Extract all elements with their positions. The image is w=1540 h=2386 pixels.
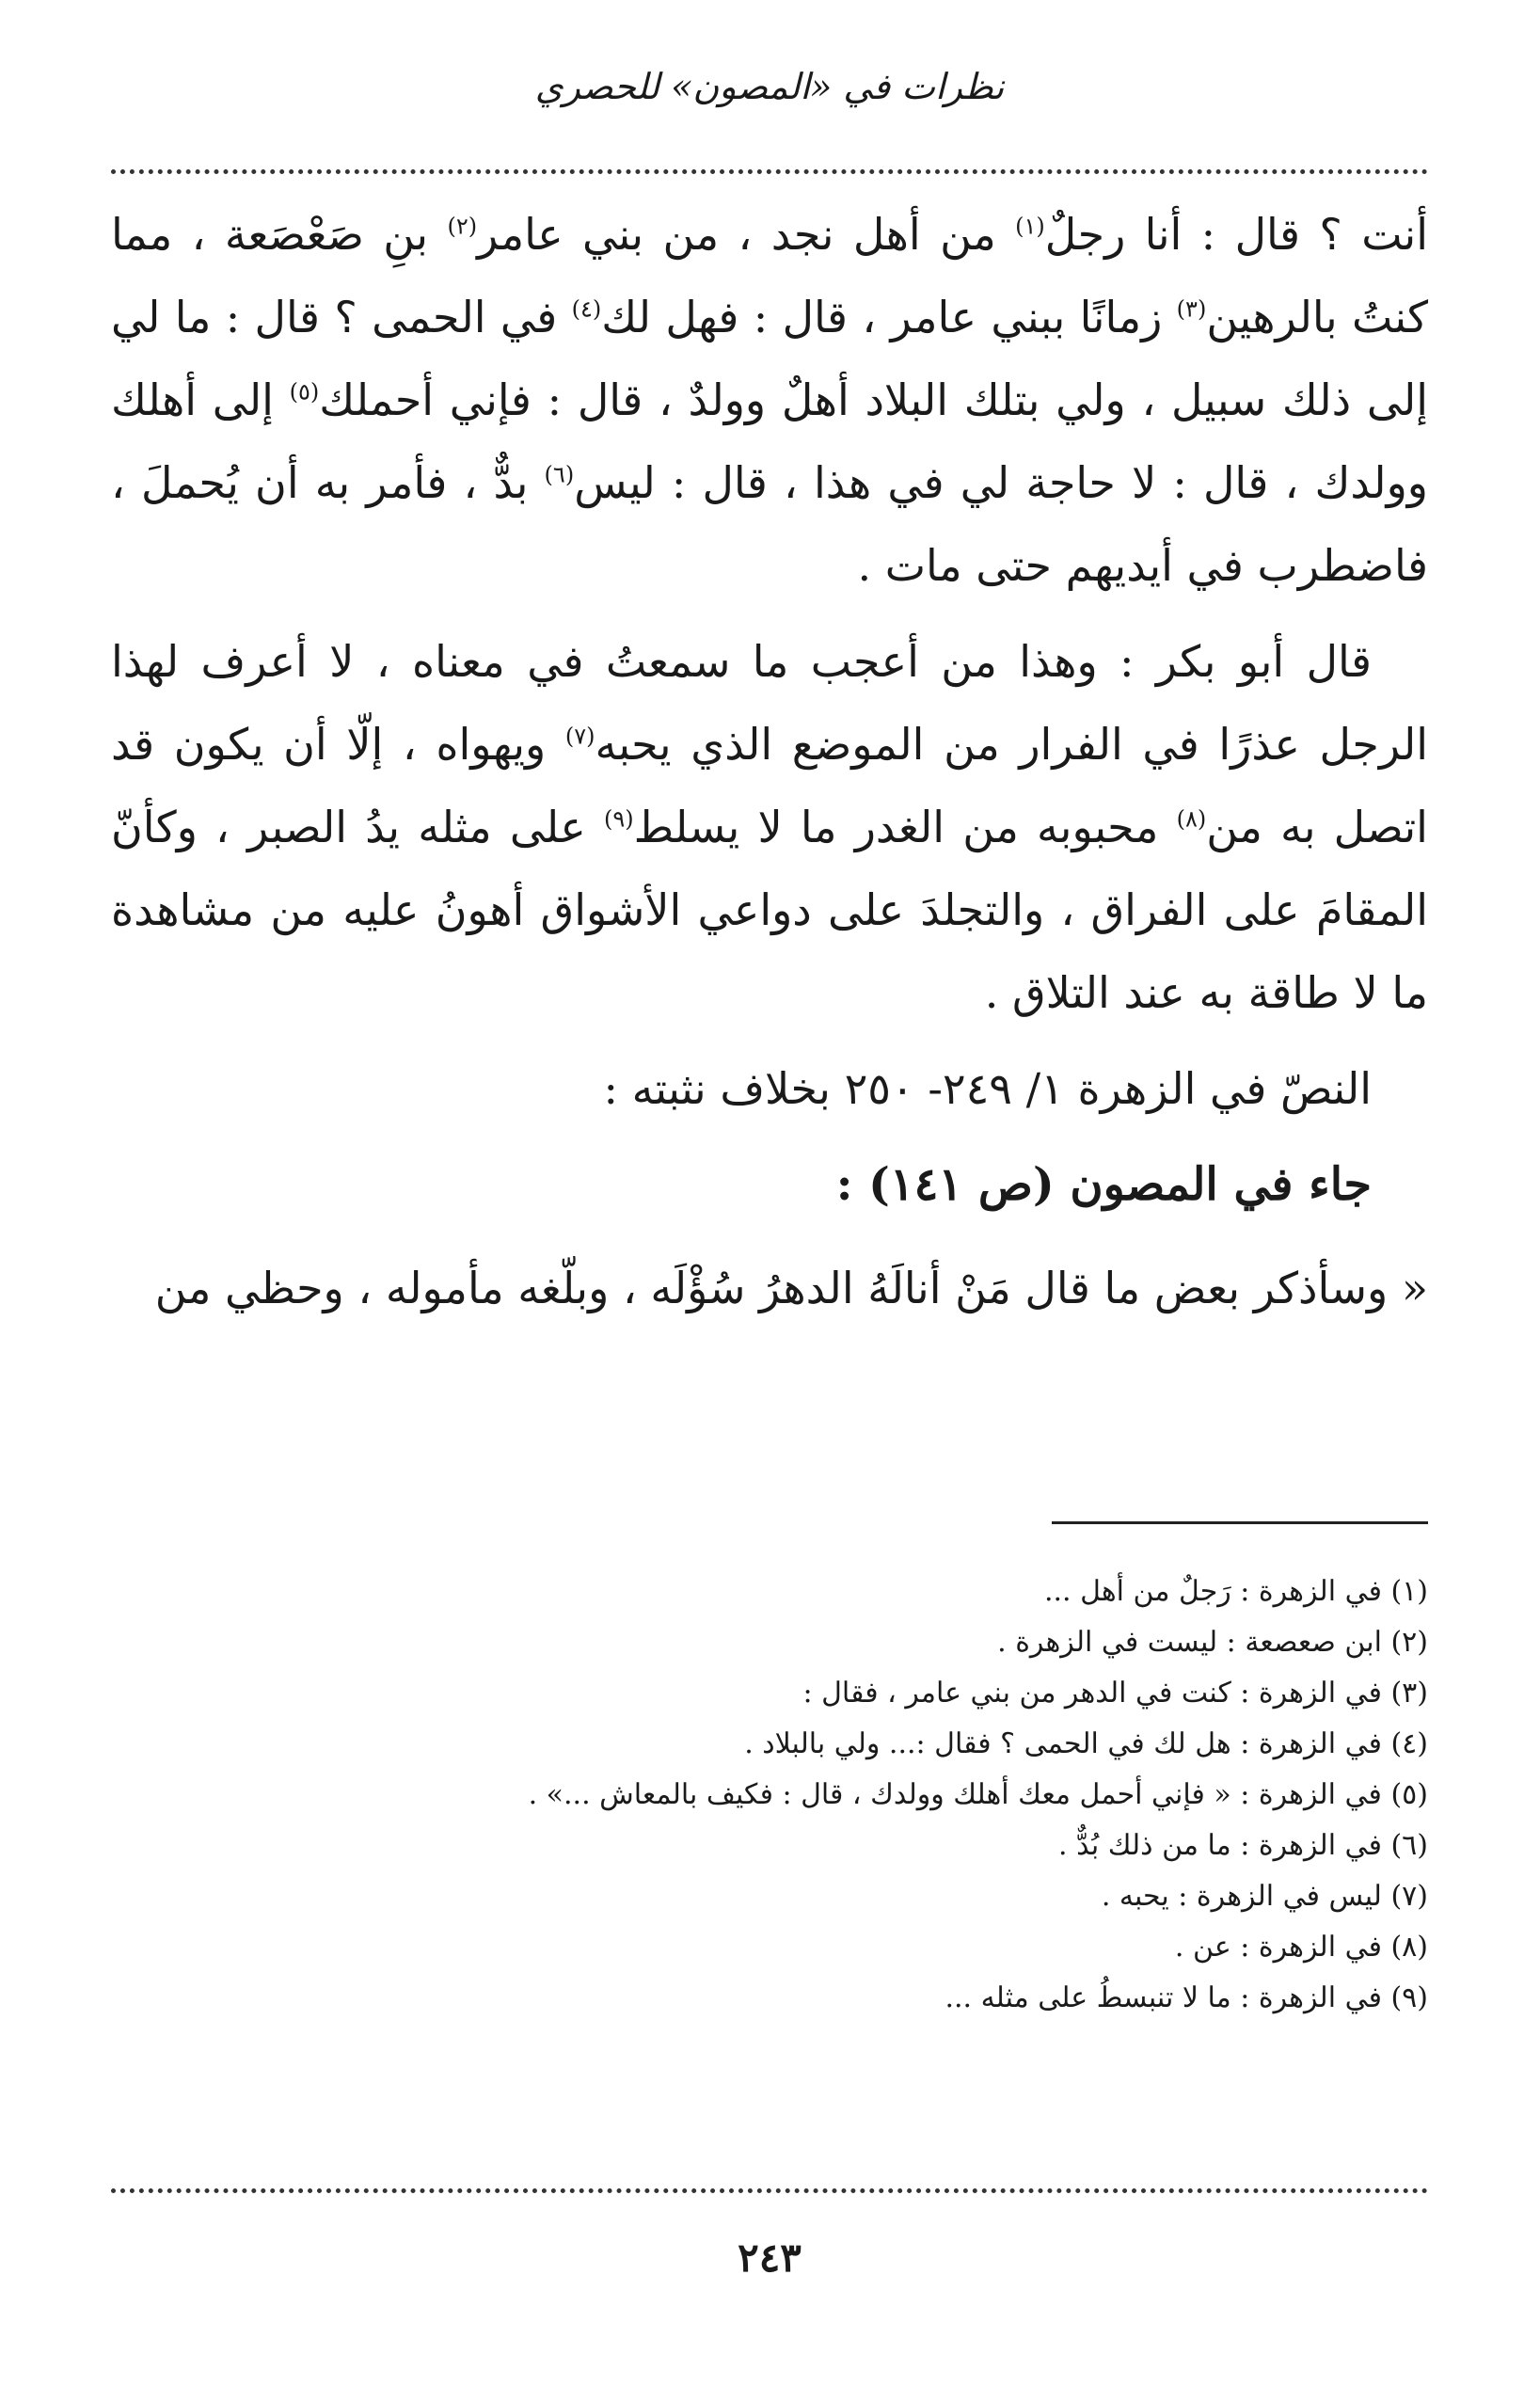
footnote-3: (٣) في الزهرة : كنت في الدهر من بني عامر ، فقال : (802, 1677, 1428, 1710)
text-segment: قال أبو بكر : وهذا من أعجب ما سمعتُ في معناه ، لا أعرف لهذا الرجل عذرًا في الفرار من الموضع الذي يحبه (111, 636, 1429, 770)
paragraph-2 (111, 620, 1428, 1034)
text-segment: إلى أهلك وولدك ، قال : لا حاجة لي في هذا ، قال : ليس (111, 374, 1428, 508)
text-segment: من أهل نجد ، من بني عامر (477, 209, 1016, 260)
footnote-marker[interactable]: (٥) (289, 378, 320, 406)
text-segment: بدٌّ ، فأمر به أن يُحملَ ، فاضطرب في أيديهم حتى مات . (111, 457, 1428, 591)
footnote-6: (٦) في الزهرة : ما من ذلك بُدٌّ . (1058, 1829, 1428, 1862)
text-segment: ويهواه ، إلّا أن يكون قد اتصل به من (111, 719, 1428, 852)
main-text (111, 193, 1428, 1343)
header-rule (111, 169, 1428, 174)
footnote-8: (٨) في الزهرة : عن . (1174, 1931, 1428, 1964)
page-number: ٢٤٣ (738, 2235, 802, 2281)
source-note: النصّ في الزهرة ١/ ٢٤٩- ٢٥٠ بخلاف نثبته : (603, 1063, 1372, 1114)
book-page (111, 0, 1428, 2386)
footnote-separator (1052, 1521, 1428, 1524)
paragraph-1 (111, 193, 1428, 607)
footnote-marker[interactable]: (٦) (544, 461, 575, 488)
footnote-marker[interactable]: (٤) (571, 295, 602, 323)
footnote-marker[interactable]: (٢) (447, 213, 478, 240)
footnote-marker[interactable]: (١) (1015, 213, 1045, 240)
quote-paragraph: « وسأذكر بعض ما قال مَنْ أنالَهُ الدهرُ سُؤْلَه ، وبلّغه مأموله ، وحظي من (154, 1263, 1428, 1313)
footer-rule (111, 2188, 1428, 2193)
running-head: نظرات في «المصون» للحصري (534, 66, 1005, 107)
text-segment: في الحمى ؟ قال : ما لي إلى ذلك سبيل ، ولي بتلك البلاد أهلٌ وولدٌ ، قال : فإني أحملك (111, 292, 1428, 425)
footnote-marker[interactable]: (٣) (1176, 295, 1207, 323)
text-segment: محبوبه من الغدر ما لا يسلط (633, 802, 1177, 852)
text-segment: زمانًا ببني عامر ، قال : فهل لك (601, 292, 1177, 342)
footnote-5: (٥) في الزهرة : « فإني أحمل معك أهلك وولدك ، قال : فكيف بالمعاش ...» . (528, 1778, 1428, 1811)
footnote-1: (١) في الزهرة : رَجلٌ من أهل ... (1043, 1575, 1428, 1608)
footnote-marker[interactable]: (٧) (564, 723, 595, 750)
footnote-9: (٩) في الزهرة : ما لا تنبسطُ على مثله ... (945, 1981, 1428, 2014)
text-segment: أنت ؟ قال : أنا رجلٌ (1044, 209, 1428, 260)
text-segment: على مثله يدُ الصبر ، وكأنّ المقامَ على الفراق ، والتجلدَ على دواعي الأشواق أهونُ عليه من مشاهدة ما لا طاقة به عند التلاق . (111, 802, 1428, 1018)
footnotes (111, 1567, 1428, 2024)
section-heading: جاء في المصون (ص ١٤١) : (835, 1158, 1372, 1211)
text-segment: بنِ صَعْصَعة ، مما كنتُ بالرهين (111, 209, 1428, 342)
footnote-2: (٢) ابن صعصعة : ليست في الزهرة . (997, 1626, 1428, 1659)
footnote-marker[interactable]: (٨) (1176, 805, 1207, 833)
footnote-marker[interactable]: (٩) (603, 805, 634, 833)
footnote-7: (٧) ليس في الزهرة : يحبه . (1101, 1880, 1428, 1913)
footnote-4: (٤) في الزهرة : هل لك في الحمى ؟ فقال :... ولي بالبلاد . (744, 1727, 1428, 1760)
